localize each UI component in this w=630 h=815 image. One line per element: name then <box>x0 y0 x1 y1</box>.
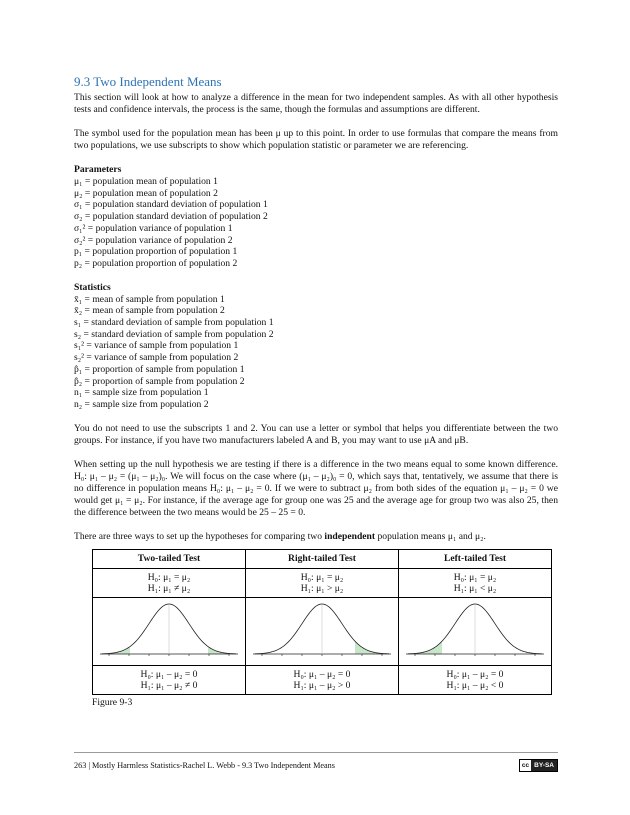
statistic-item: p̂₁ = proportion of sample from population 1 <box>74 363 245 375</box>
three-ways-bold: independent <box>324 530 376 542</box>
top-hypotheses-two-tailed <box>93 568 246 597</box>
h0-top: H₀: μ₁ = μ₂ <box>453 571 497 583</box>
parameter-item: σ₂ = population standard deviation of population 2 <box>74 211 268 223</box>
page-footer <box>74 752 558 772</box>
hypothesis-figure-table <box>92 549 552 695</box>
statistic-item: s₁ = standard deviation of sample from population 1 <box>74 317 274 329</box>
parameter-item: σ₂² = population variance of population 2 <box>74 234 233 246</box>
bottom-hypotheses-two-tailed <box>93 665 246 694</box>
top-hypotheses-left-tailed <box>399 568 552 597</box>
parameters-title: Parameters <box>74 164 122 175</box>
symbol-paragraph: The symbol used for the population mean has been μ up to this point. In order to use formulas that compare the means from two populations, we use subscripts to show which population statistic or parameter we are referencing. <box>74 128 558 151</box>
intro-paragraph: This section will look at how to analyze a difference in the mean for two independent samples. As with all other hypothesis tests and confidence intervals, the process is the same, though the formulas and assumptions are different. <box>74 92 558 115</box>
parameter-item: σ₁ = population standard deviation of population 1 <box>74 199 268 211</box>
statistic-item: s₂ = standard deviation of sample from population 2 <box>74 328 274 340</box>
curve-cell-left-tailed <box>399 597 552 665</box>
statistic-item: p̂₂ = proportion of sample from population 2 <box>74 375 245 387</box>
column-header-left-tailed: Left-tailed Test <box>399 549 552 568</box>
figure-caption: Figure 9-3 <box>92 696 133 708</box>
normal-curve-two-tailed <box>96 598 242 662</box>
curve-cell-right-tailed <box>246 597 399 665</box>
section-title: 9.3 Two Independent Means <box>74 74 222 89</box>
footer-text: 263 | Mostly Harmless Statistics-Rachel L. Webb - 9.3 Two Independent Means <box>74 761 335 770</box>
null-hypothesis-paragraph: When setting up the null hypothesis we are testing if there is a difference in the two means equal to some known difference. H₀: μ₁ – μ₂ = (μ₁ – μ₂)₀. We will focus on the case where (μ₁ – μ₂)₀ = 0, which says that, tentatively, we assume that there is no difference in population means H₀: μ₁ – μ₂ = 0. If we were to subtract μ₂ from both sides of the equation μ₁ – μ₂ = 0 we would get μ₁ = μ₂. For instance, if the average age for group one was 25 and the average age for group two was also 25, then the difference between the two means would be 25 – 25 = 0. <box>74 458 558 518</box>
normal-curve-right-tailed <box>249 598 395 662</box>
h1-top: H₁: μ₁ > μ₂ <box>300 582 344 594</box>
three-ways-paragraph <box>74 531 558 543</box>
parameter-item: p₂ = population proportion of population 2 <box>74 257 238 269</box>
curve-cell-two-tailed <box>93 597 246 665</box>
statistics-title: Statistics <box>74 281 111 293</box>
h1-top: H₁: μ₁ < μ₂ <box>453 582 497 594</box>
normal-curve-left-tailed <box>402 598 548 662</box>
parameter-item: σ₁² = population variance of population 1 <box>74 222 233 234</box>
parameters-block <box>74 164 558 270</box>
cc-icon: cc <box>521 762 530 769</box>
statistic-item: s₁² = variance of sample from population 1 <box>74 340 239 352</box>
h0-bottom: H₀: μ₁ – μ₂ = 0 <box>446 668 504 680</box>
h0-top: H₀: μ₁ = μ₂ <box>300 571 344 583</box>
top-hypotheses-right-tailed <box>246 568 399 597</box>
subscript-paragraph: You do not need to use the subscripts 1 and 2. You can use a letter or symbol that helps you differentiate between the two groups. For instance, if you have two manufacturers labeled A and B, you may want to use μA and μB. <box>74 422 558 446</box>
statistic-item: n₂ = sample size from population 2 <box>74 398 209 410</box>
cc-by-sa-label: BY-SA <box>531 760 557 771</box>
h1-bottom: H₁: μ₁ – μ₂ < 0 <box>446 679 504 691</box>
bottom-hypotheses-right-tailed <box>246 665 399 694</box>
column-header-right-tailed: Right-tailed Test <box>246 549 399 568</box>
h1-top: H₁: μ₁ ≠ μ₂ <box>147 582 191 594</box>
h0-top: H₀: μ₁ = μ₂ <box>147 571 191 583</box>
parameter-item: μ₂ = population mean of population 2 <box>74 187 218 199</box>
statistic-item: s₂² = variance of sample from population 2 <box>74 352 239 364</box>
statistic-item: x̄₂ = mean of sample from population 2 <box>74 305 225 317</box>
statistics-block <box>74 282 558 411</box>
h0-bottom: H₀: μ₁ – μ₂ = 0 <box>140 668 198 680</box>
parameter-item: p₁ = population proportion of population 1 <box>74 246 238 258</box>
three-ways-suffix: population means μ₁ and μ₂. <box>375 530 486 542</box>
cc-license-badge[interactable] <box>519 759 558 772</box>
h0-bottom: H₀: μ₁ – μ₂ = 0 <box>293 668 351 680</box>
parameter-item: μ₁ = population mean of population 1 <box>74 176 218 187</box>
statistic-item: x̄₁ = mean of sample from population 1 <box>74 293 225 305</box>
bottom-hypotheses-left-tailed <box>399 665 552 694</box>
three-ways-prefix: There are three ways to set up the hypotheses for comparing two <box>74 530 325 542</box>
statistic-item: n₁ = sample size from population 1 <box>74 387 209 399</box>
h1-bottom: H₁: μ₁ – μ₂ > 0 <box>293 679 351 691</box>
column-header-two-tailed: Two-tailed Test <box>93 549 246 568</box>
page-content <box>74 74 558 708</box>
h1-bottom: H₁: μ₁ – μ₂ ≠ 0 <box>140 679 198 691</box>
